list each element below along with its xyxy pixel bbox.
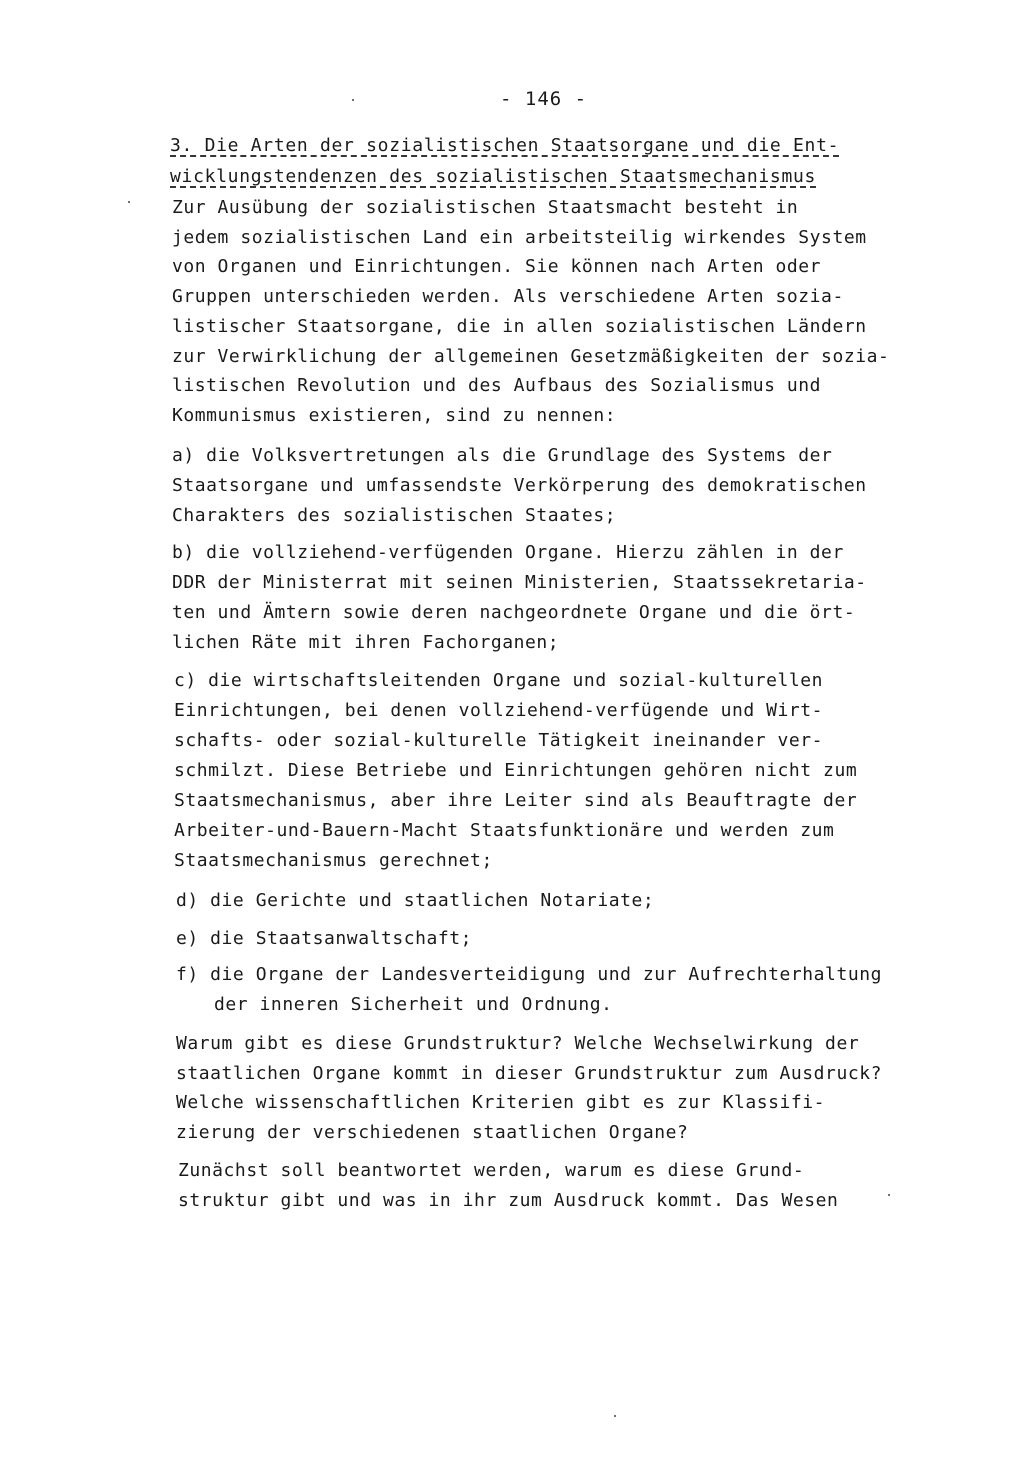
section-heading [170,130,890,192]
page-number: - 146 - [500,88,588,110]
questions-paragraph [176,1029,936,1148]
text-line: zur Verwirklichung der allgemeinen Gesetzmäßigkeiten der sozia- [172,345,890,367]
list-item-a [172,441,932,531]
text-line: f) die Organe der Landesverteidigung und zur Aufrechterhaltung [176,964,882,985]
closing-paragraph [178,1156,938,1215]
intro-paragraph [172,193,932,431]
text-line: Staatsmechanismus, aber ihre Leiter sind als Beauftragte der [174,790,858,811]
list-item-d [176,886,936,916]
scan-speck [352,99,354,101]
text-line: Welche wissenschaftlichen Kriterien gibt es zur Klassifi- [176,1092,826,1114]
text-line: von Organen und Einrichtungen. Sie können nach Arten oder [172,256,822,278]
text-line: schafts- oder sozial-kulturelle Tätigkeit ineinander ver- [174,730,824,751]
text-line: Staatsmechanismus gerechnet; [174,850,493,871]
text-line: schmilzt. Diese Betriebe und Einrichtungen gehören nicht zum [174,760,858,781]
text-line: listischen Revolution und des Aufbaus des Sozialismus und [172,375,822,397]
text-line: Charakters des sozialistischen Staates; [172,505,617,526]
text-line: e) die Staatsanwaltschaft; [176,928,473,949]
text-line: struktur gibt und was in ihr zum Ausdruck kommt. Das Wesen [178,1189,839,1211]
heading-line: wicklungstendenzen des sozialistischen Staatsmechanismus [170,166,817,187]
text-line: DDR der Ministerrat mit seinen Ministerien, Staatssekretaria- [172,572,867,593]
scan-speck [888,1194,890,1196]
text-line: d) die Gerichte und staatlichen Notariate; [176,890,655,911]
heading-line: 3. Die Arten der sozialistischen Staatsorgane und die Ent- [170,135,840,156]
scan-speck [614,1415,616,1417]
text-line: listischer Staatsorgane, die in allen sozialistischen Ländern [172,315,867,337]
text-line: Warum gibt es diese Grundstruktur? Welche Wechselwirkung der [176,1033,860,1054]
text-line: ten und Ämtern sowie deren nachgeordnete Organe und die ört- [172,602,856,623]
text-line: Zunächst soll beantwortet werden, warum es diese Grund- [178,1160,805,1181]
text-line: jedem sozialistischen Land ein arbeitsteilig wirkendes System [172,226,867,248]
list-item-c [174,666,934,876]
text-line: Kommunismus existieren, sind zu nennen: [172,404,617,426]
text-line: zierung der verschiedenen staatlichen Organe? [176,1122,689,1144]
text-line: Gruppen unterschieden werden. Als verschiedene Arten sozia- [172,286,844,308]
list-item-f [176,960,936,1020]
text-line: Arbeiter-und-Bauern-Macht Staatsfunktionäre und werden zum [174,820,835,841]
text-line: Einrichtungen, bei denen vollziehend-verfügende und Wirt- [174,700,824,721]
scan-speck [128,201,130,203]
text-line: der inneren Sicherheit und Ordnung. [214,994,613,1015]
list-item-b [172,538,932,658]
text-line: b) die vollziehend-verfügenden Organe. Hierzu zählen in der [172,542,844,563]
text-line: a) die Volksvertretungen als die Grundlage des Systems der [172,445,833,466]
text-line: Staatsorgane und umfassendste Verkörperung des demokratischen [172,475,867,496]
text-line: staatlichen Organe kommt in dieser Grundstruktur zum Ausdruck? [176,1062,882,1084]
text-line: Zur Ausübung der sozialistischen Staatsmacht besteht in [172,197,799,218]
text-line: lichen Räte mit ihren Fachorganen; [172,632,560,653]
text-line: c) die wirtschaftsleitenden Organe und sozial-kulturellen [174,670,824,691]
list-item-e [176,924,936,954]
